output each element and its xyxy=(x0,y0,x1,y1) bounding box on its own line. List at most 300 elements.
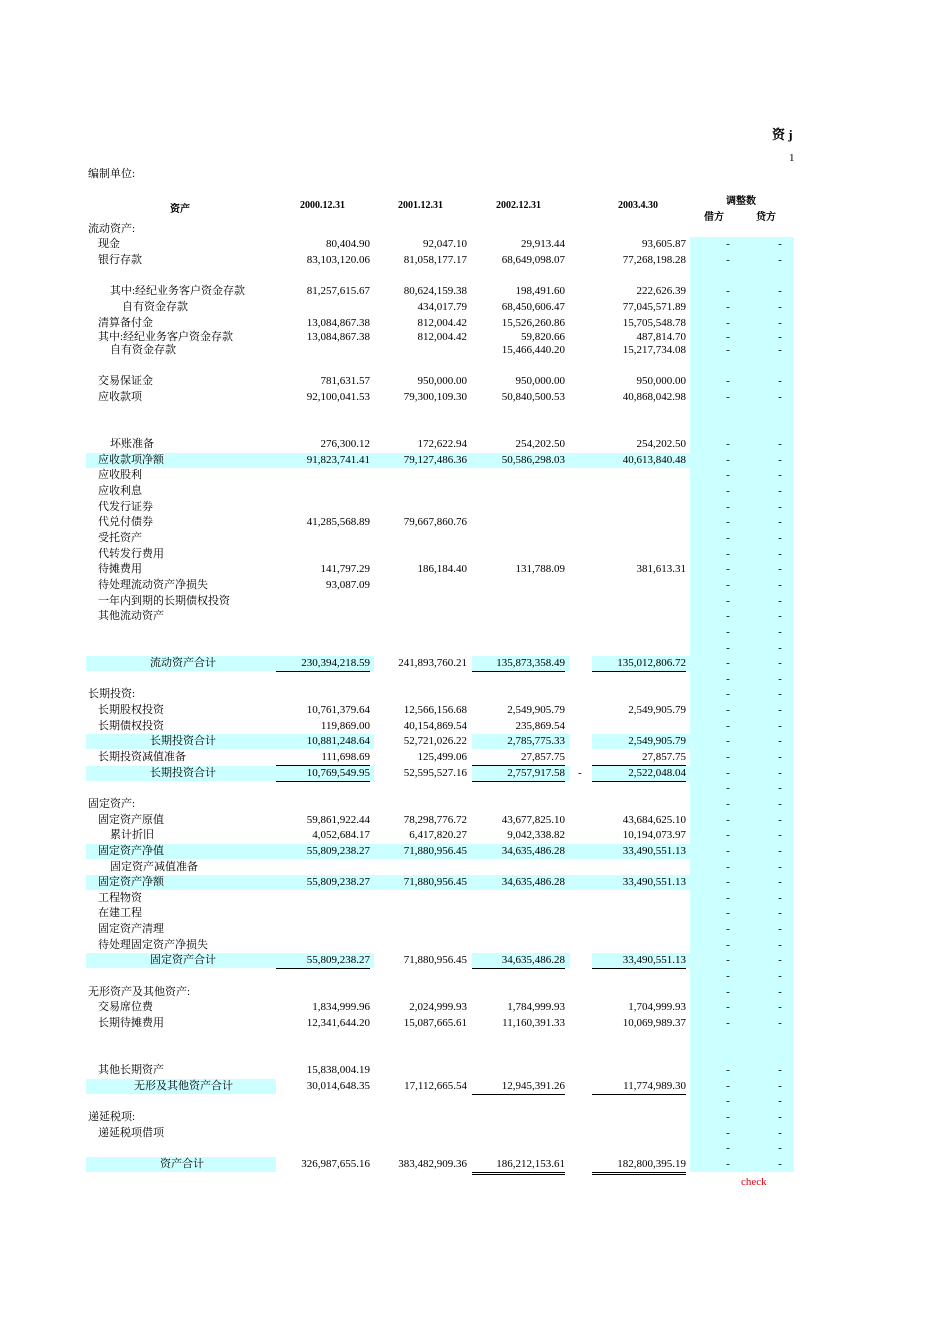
value-cell-v3 xyxy=(472,687,565,702)
value-cell-v2 xyxy=(374,1141,467,1156)
debit-cell: - xyxy=(726,892,730,904)
table-row xyxy=(0,656,950,671)
debit-cell: - xyxy=(726,798,730,810)
value-cell-v3 xyxy=(472,468,565,483)
value-cell-v2 xyxy=(374,343,467,358)
value-cell-v2: 12,566,156.68 xyxy=(403,704,467,716)
value-cell-v4: 2,549,905.79 xyxy=(628,735,686,747)
value-cell-v3 xyxy=(472,922,565,937)
debit-cell: - xyxy=(726,845,730,857)
header-2000: 2000.12.31 xyxy=(300,200,345,211)
value-cell-v1 xyxy=(276,222,370,237)
value-cell-v3 xyxy=(472,609,565,624)
row-label: 交易保证金 xyxy=(98,375,153,387)
value-cell-v2: 812,004.42 xyxy=(417,317,467,329)
value-cell-v2: 79,667,860.76 xyxy=(403,516,467,528)
value-cell-v2 xyxy=(374,891,467,906)
table-row xyxy=(0,672,950,687)
value-cell-v4: 135,012,806.72 xyxy=(592,656,686,672)
value-cell-v4: 33,490,551.13 xyxy=(622,876,686,888)
value-cell-v3: 2,757,917.58 xyxy=(472,766,565,782)
debit-cell: - xyxy=(726,1064,730,1076)
value-cell-v3: 43,677,825.10 xyxy=(501,814,565,826)
value-cell-v1: 326,987,655.16 xyxy=(301,1158,370,1170)
value-cell-v2: 71,880,956.45 xyxy=(403,845,467,857)
credit-cell: - xyxy=(778,254,782,266)
debit-cell: - xyxy=(726,814,730,826)
credit-cell: - xyxy=(778,375,782,387)
value-cell-v2 xyxy=(374,578,467,593)
value-cell-v1: 81,257,615.67 xyxy=(306,285,370,297)
value-cell-v2 xyxy=(374,922,467,937)
value-cell-v4: 222,626.39 xyxy=(636,285,686,297)
table-row xyxy=(0,284,950,299)
credit-cell: - xyxy=(778,720,782,732)
value-cell-v1: 92,100,041.53 xyxy=(306,391,370,403)
value-cell-v3: 34,635,486.28 xyxy=(501,845,565,857)
value-cell-v1 xyxy=(276,641,370,656)
value-cell-v3: 254,202.50 xyxy=(515,438,565,450)
debit-cell: - xyxy=(726,923,730,935)
row-label: 代发行证券 xyxy=(98,501,153,513)
header-2003: 2003.4.30 xyxy=(618,200,658,211)
check-label: check xyxy=(741,1176,767,1188)
value-cell-v4: 40,613,840.48 xyxy=(622,454,686,466)
row-label: 银行存款 xyxy=(98,254,142,266)
table-row xyxy=(0,750,950,765)
header-credit: 贷方 xyxy=(756,212,776,223)
value-cell-v1 xyxy=(276,891,370,906)
table-row xyxy=(0,906,950,921)
value-cell-v2 xyxy=(374,1126,467,1141)
value-cell-v4: 2,522,048.04 xyxy=(592,766,686,782)
value-cell-v3 xyxy=(472,906,565,921)
credit-cell: - xyxy=(778,939,782,951)
table-row xyxy=(0,237,950,252)
value-cell-v3: 235,869.54 xyxy=(472,719,565,735)
credit-cell: - xyxy=(778,767,782,779)
value-cell-v1: 119,869.00 xyxy=(276,719,370,735)
value-cell-v1: 91,823,741.41 xyxy=(306,454,370,466)
value-cell-v1: 1,834,999.96 xyxy=(312,1001,370,1013)
value-cell-v4 xyxy=(592,672,686,687)
value-cell-v2 xyxy=(374,609,467,624)
debit-cell: - xyxy=(726,673,730,685)
value-cell-v1 xyxy=(276,1141,370,1156)
table-row xyxy=(0,300,950,315)
value-cell-v3: 186,212,153.61 xyxy=(472,1157,565,1175)
value-cell-v4 xyxy=(592,906,686,921)
debit-cell: - xyxy=(726,751,730,763)
debit-cell: - xyxy=(726,861,730,873)
value-cell-v2: 6,417,820.27 xyxy=(409,829,467,841)
table-row xyxy=(0,625,950,640)
debit-cell: - xyxy=(726,344,730,356)
table-row xyxy=(0,1000,950,1015)
value-cell-v4 xyxy=(592,641,686,656)
value-cell-v4: 15,705,548.78 xyxy=(622,317,686,329)
value-cell-v4 xyxy=(592,609,686,624)
credit-cell: - xyxy=(778,1142,782,1154)
value-cell-v4 xyxy=(592,922,686,937)
value-cell-v3 xyxy=(472,860,565,875)
value-cell-v2 xyxy=(374,672,467,687)
credit-cell: - xyxy=(778,970,782,982)
value-cell-v3: 1,784,999.93 xyxy=(507,1001,565,1013)
value-cell-v3: 11,160,391.33 xyxy=(502,1017,565,1029)
debit-cell: - xyxy=(726,469,730,481)
credit-cell: - xyxy=(778,563,782,575)
value-cell-v2: 71,880,956.45 xyxy=(403,876,467,888)
value-cell-v1: 230,394,218.59 xyxy=(276,656,370,672)
value-cell-v2: 383,482,909.36 xyxy=(398,1158,467,1170)
table-row xyxy=(0,531,950,546)
value-cell-v4 xyxy=(592,781,686,796)
row-label: 资产合计 xyxy=(160,1158,204,1170)
row-label: 受托资产 xyxy=(98,532,142,544)
value-cell-v1 xyxy=(276,343,370,358)
value-cell-v3 xyxy=(472,625,565,640)
row-label: 累计折旧 xyxy=(110,829,154,841)
value-cell-v1: 93,087.09 xyxy=(326,579,370,591)
row-label: 自有资金存款 xyxy=(122,301,188,313)
value-cell-v3 xyxy=(472,891,565,906)
value-cell-v1 xyxy=(276,609,370,624)
table-row xyxy=(0,797,950,812)
credit-cell: - xyxy=(778,845,782,857)
debit-cell: - xyxy=(726,1142,730,1154)
value-cell-v3 xyxy=(472,1126,565,1141)
table-row xyxy=(0,938,950,953)
value-cell-v1: 4,052,684.17 xyxy=(312,829,370,841)
credit-cell: - xyxy=(778,907,782,919)
value-cell-v2: 950,000.00 xyxy=(417,375,467,387)
credit-cell: - xyxy=(778,876,782,888)
debit-cell: - xyxy=(726,1127,730,1139)
debit-cell: - xyxy=(726,563,730,575)
row-label: 现金 xyxy=(98,238,120,250)
value-cell-v2: 79,300,109.30 xyxy=(403,391,467,403)
debit-cell: - xyxy=(726,876,730,888)
credit-cell: - xyxy=(778,238,782,250)
credit-cell: - xyxy=(778,892,782,904)
value-cell-v4: 381,613.31 xyxy=(636,563,686,575)
value-cell-v2: 812,004.42 xyxy=(417,331,467,343)
credit-cell: - xyxy=(778,331,782,343)
row-label: 长期投资合计 xyxy=(150,735,216,747)
value-cell-v1 xyxy=(276,969,370,984)
credit-cell: - xyxy=(778,454,782,466)
value-cell-v3: 50,840,500.53 xyxy=(501,391,565,403)
value-cell-v3 xyxy=(472,1063,565,1078)
value-cell-v4 xyxy=(592,468,686,483)
credit-cell xyxy=(760,222,800,237)
table-row xyxy=(0,953,950,968)
header-2001: 2001.12.31 xyxy=(398,200,443,211)
value-cell-v4 xyxy=(592,484,686,499)
value-cell-v4 xyxy=(592,860,686,875)
debit-cell: - xyxy=(726,1111,730,1123)
value-cell-v1 xyxy=(276,547,370,562)
row-label: 在建工程 xyxy=(98,907,142,919)
value-cell-v2 xyxy=(374,500,467,515)
value-cell-v4 xyxy=(592,985,686,1000)
debit-cell: - xyxy=(726,454,730,466)
value-cell-v1 xyxy=(276,484,370,499)
credit-cell: - xyxy=(778,657,782,669)
row-label: 待处理流动资产净损失 xyxy=(98,579,208,591)
value-cell-v1: 83,103,120.06 xyxy=(306,254,370,266)
row-label: 无形资产及其他资产: xyxy=(88,986,191,998)
value-cell-v2: 80,624,159.38 xyxy=(403,285,467,297)
row-label: 应收款项 xyxy=(98,391,142,403)
credit-cell: - xyxy=(778,814,782,826)
row-label: 坏账准备 xyxy=(110,438,154,450)
credit-cell: - xyxy=(778,485,782,497)
value-cell-v3: 135,873,358.49 xyxy=(472,656,565,672)
value-cell-v3 xyxy=(472,938,565,953)
value-cell-v1: 55,809,238.27 xyxy=(306,876,370,888)
table-row xyxy=(0,515,950,530)
table-row xyxy=(0,578,950,593)
row-label: 应收款项净额 xyxy=(98,454,164,466)
row-label: 流动资产: xyxy=(88,223,136,235)
row-label: 一年内到期的长期债权投资 xyxy=(98,595,230,607)
credit-cell: - xyxy=(778,438,782,450)
header-2002: 2002.12.31 xyxy=(496,200,541,211)
row-label: 自有资金存款 xyxy=(110,344,176,356)
value-cell-v2 xyxy=(374,222,467,237)
value-cell-v2: 2,024,999.93 xyxy=(409,1001,467,1013)
value-cell-v3: 12,945,391.26 xyxy=(472,1079,565,1095)
header-adjustment: 调整数 xyxy=(726,196,756,207)
value-cell-v4: 43,684,625.10 xyxy=(622,814,686,826)
value-cell-v1 xyxy=(276,531,370,546)
value-cell-v3 xyxy=(472,500,565,515)
credit-cell: - xyxy=(778,829,782,841)
value-cell-v2: 172,622.94 xyxy=(417,438,467,450)
credit-cell: - xyxy=(778,1064,782,1076)
value-cell-v2: 15,087,665.61 xyxy=(403,1017,467,1029)
table-row xyxy=(0,734,950,749)
table-row xyxy=(0,484,950,499)
value-cell-v2 xyxy=(374,468,467,483)
table-row xyxy=(0,844,950,859)
table-row xyxy=(0,562,950,577)
value-cell-v2: 186,184.40 xyxy=(417,563,467,575)
value-cell-v1 xyxy=(276,687,370,702)
debit-cell: - xyxy=(726,516,730,528)
table-row xyxy=(0,1016,950,1031)
value-cell-v2 xyxy=(374,1063,467,1078)
value-cell-v3 xyxy=(472,985,565,1000)
debit-cell: - xyxy=(726,704,730,716)
value-cell-v4 xyxy=(592,547,686,562)
debit-cell: - xyxy=(726,970,730,982)
debit-cell: - xyxy=(726,1017,730,1029)
value-cell-v3: 950,000.00 xyxy=(515,375,565,387)
value-cell-v3: 198,491.60 xyxy=(515,285,565,297)
row-label: 清算备付金 xyxy=(98,317,153,329)
row-label: 流动资产合计 xyxy=(150,657,216,669)
value-cell-v4 xyxy=(592,687,686,702)
value-cell-v4: 182,800,395.19 xyxy=(592,1157,686,1175)
value-cell-v1: 59,861,922.44 xyxy=(306,814,370,826)
value-cell-v4: 33,490,551.13 xyxy=(622,845,686,857)
value-cell-v1 xyxy=(276,781,370,796)
value-cell-v4: 77,268,198.28 xyxy=(622,254,686,266)
value-cell-v2 xyxy=(374,797,467,812)
value-cell-v4 xyxy=(592,891,686,906)
row-label: 其他流动资产 xyxy=(98,610,164,622)
credit-cell: - xyxy=(778,516,782,528)
credit-cell: - xyxy=(778,1080,782,1092)
credit-cell: - xyxy=(778,595,782,607)
value-cell-v1 xyxy=(276,938,370,953)
value-cell-v1: 13,084,867.38 xyxy=(306,331,370,343)
debit-cell: - xyxy=(726,1095,730,1107)
credit-cell: - xyxy=(778,954,782,966)
debit-cell: - xyxy=(726,438,730,450)
debit-cell: - xyxy=(726,285,730,297)
debit-cell: - xyxy=(726,317,730,329)
debit-cell: - xyxy=(726,1001,730,1013)
credit-cell: - xyxy=(778,861,782,873)
debit-cell: - xyxy=(726,1080,730,1092)
table-row xyxy=(0,468,950,483)
header-asset: 资产 xyxy=(170,204,190,215)
row-label: 应收利息 xyxy=(98,485,142,497)
table-row xyxy=(0,500,950,515)
value-cell-v3 xyxy=(472,797,565,812)
value-cell-v2: 92,047.10 xyxy=(423,238,467,250)
value-cell-v2: 40,154,869.54 xyxy=(403,720,467,732)
unit-label: 编制单位: xyxy=(88,168,136,180)
debit-cell: - xyxy=(726,375,730,387)
value-cell-v4: 40,868,042.98 xyxy=(622,391,686,403)
debit-cell: - xyxy=(726,626,730,638)
table-row xyxy=(0,766,950,781)
table-row xyxy=(0,594,950,609)
value-cell-v1: 55,809,238.27 xyxy=(276,953,370,969)
value-cell-v1 xyxy=(276,860,370,875)
value-cell-v4: 1,704,999.93 xyxy=(628,1001,686,1013)
value-cell-v1: 12,341,644.20 xyxy=(306,1017,370,1029)
value-cell-v3 xyxy=(472,1110,565,1125)
value-cell-v2 xyxy=(374,547,467,562)
credit-cell: - xyxy=(778,501,782,513)
value-cell-v4 xyxy=(592,938,686,953)
credit-cell: - xyxy=(778,610,782,622)
value-cell-v2 xyxy=(374,781,467,796)
value-cell-v2 xyxy=(374,1094,467,1109)
value-cell-v4 xyxy=(592,222,686,237)
credit-cell: - xyxy=(778,469,782,481)
row-label: 其中:经纪业务客户资金存款 xyxy=(110,285,246,297)
value-cell-v1: 30,014,648.35 xyxy=(306,1080,370,1092)
value-cell-v2 xyxy=(374,594,467,609)
debit-cell: - xyxy=(726,1158,730,1170)
value-cell-v4: 487,814.70 xyxy=(636,331,686,343)
debit-cell: - xyxy=(726,532,730,544)
credit-cell: - xyxy=(778,285,782,297)
value-cell-v4: 11,774,989.30 xyxy=(592,1079,686,1095)
value-cell-v2 xyxy=(374,625,467,640)
value-cell-v3: 34,635,486.28 xyxy=(501,876,565,888)
debit-cell: - xyxy=(726,986,730,998)
table-row xyxy=(0,703,950,718)
row-label: 待处理固定资产净损失 xyxy=(98,939,208,951)
debit-cell: - xyxy=(726,238,730,250)
header-debit: 借方 xyxy=(704,212,724,223)
value-cell-v3: 15,466,440.20 xyxy=(501,344,565,356)
debit-cell: - xyxy=(726,782,730,794)
debit-cell: - xyxy=(726,767,730,779)
value-cell-v2: 52,595,527.16 xyxy=(403,767,467,779)
value-cell-v1 xyxy=(276,468,370,483)
row-label: 工程物资 xyxy=(98,892,142,904)
value-cell-v1 xyxy=(276,300,370,315)
table-row xyxy=(0,813,950,828)
value-cell-v4: 10,194,073.97 xyxy=(622,829,686,841)
table-row xyxy=(0,1079,950,1094)
row-label: 代兑付债券 xyxy=(98,516,153,528)
value-cell-v1: 10,881,248.64 xyxy=(306,735,370,747)
table-row xyxy=(0,781,950,796)
credit-cell: - xyxy=(778,1001,782,1013)
table-row xyxy=(0,891,950,906)
value-cell-v3 xyxy=(472,547,565,562)
table-row xyxy=(0,547,950,562)
row-label: 固定资产: xyxy=(88,798,136,810)
value-cell-v3 xyxy=(472,515,565,530)
debit-cell: - xyxy=(726,829,730,841)
value-cell-v4: 10,069,989.37 xyxy=(622,1017,686,1029)
table-row xyxy=(0,687,950,702)
value-cell-v2: 241,893,760.21 xyxy=(398,657,467,669)
table-row xyxy=(0,985,950,1000)
value-cell-v4 xyxy=(592,531,686,546)
row-label: 递延税项: xyxy=(88,1111,136,1123)
credit-cell: - xyxy=(778,532,782,544)
table-row xyxy=(0,437,950,452)
row-label: 代转发行费用 xyxy=(98,548,164,560)
debit-cell: - xyxy=(726,939,730,951)
credit-cell: - xyxy=(778,673,782,685)
table-row xyxy=(0,1094,950,1109)
value-cell-v2 xyxy=(374,860,467,875)
value-cell-v3 xyxy=(472,594,565,609)
debit-cell: - xyxy=(726,595,730,607)
value-cell-v2: 434,017.79 xyxy=(417,301,467,313)
row-label: 无形及其他资产合计 xyxy=(134,1080,233,1092)
table-row xyxy=(0,374,950,389)
debit-cell: - xyxy=(726,657,730,669)
value-cell-v4 xyxy=(592,797,686,812)
row-label: 固定资产原值 xyxy=(98,814,164,826)
value-cell-v1: 80,404.90 xyxy=(326,238,370,250)
value-cell-v1: 41,285,568.89 xyxy=(306,516,370,528)
debit-cell xyxy=(708,222,748,237)
row-label: 固定资产净值 xyxy=(98,845,164,857)
row-label: 应收股利 xyxy=(98,469,142,481)
value-cell-v4: 93,605.87 xyxy=(642,238,686,250)
value-cell-v1 xyxy=(276,985,370,1000)
credit-cell: - xyxy=(778,1111,782,1123)
credit-cell: - xyxy=(778,1158,782,1170)
value-cell-v1: 15,838,004.19 xyxy=(306,1064,370,1076)
value-cell-v2 xyxy=(374,687,467,702)
